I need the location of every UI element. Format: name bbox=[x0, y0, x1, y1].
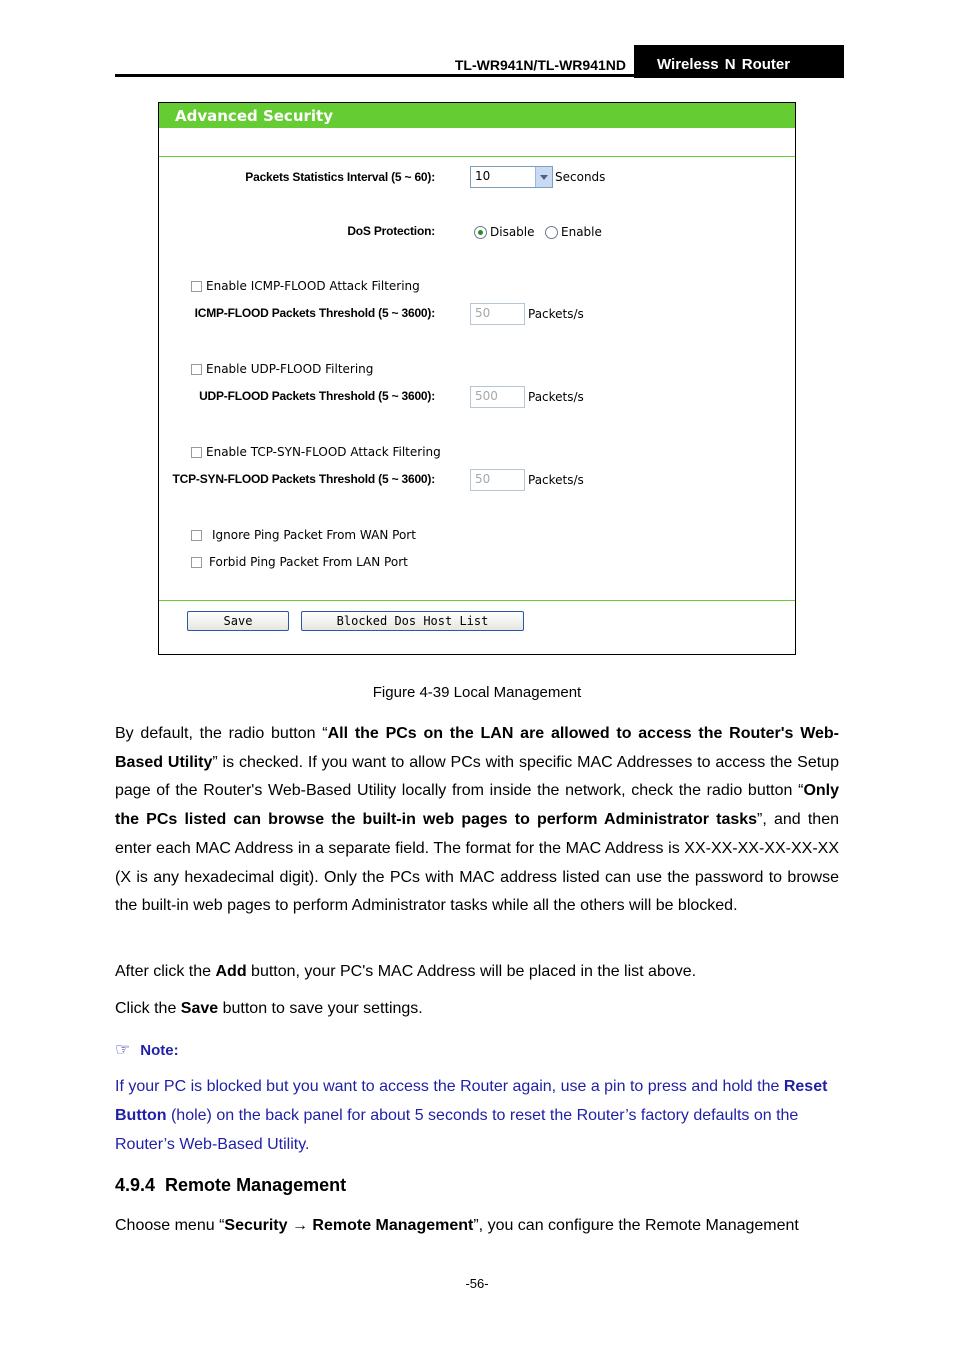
chevron-down-icon[interactable] bbox=[535, 167, 552, 187]
udp-threshold-unit: Packets/s bbox=[528, 390, 584, 404]
header-product: Wireless N Router bbox=[634, 45, 844, 78]
para2-text1: After click the bbox=[115, 963, 216, 980]
para3-text1: Click the bbox=[115, 1000, 181, 1017]
udp-enable-checkbox[interactable] bbox=[191, 364, 202, 375]
para2-text2: button, your PC's MAC Address will be placed in the list above. bbox=[246, 963, 697, 980]
interval-select[interactable] bbox=[470, 166, 553, 188]
tcp-enable-checkbox[interactable] bbox=[191, 447, 202, 458]
advanced-security-screenshot bbox=[158, 102, 796, 655]
para1-bold2: Only the PCs listed can browse the built-in web pages to perform Administrator tasks bbox=[115, 782, 839, 829]
save-button[interactable]: Save bbox=[187, 611, 289, 631]
dos-disable-label: Disable bbox=[490, 225, 535, 239]
arrow-icon: → bbox=[287, 1217, 313, 1234]
para1-text2: ” is checked. If you want to allow PCs with specific MAC Addresses to access the Setup page of the Router's Web-Based Utility locally from inside the network, check the radio button “ bbox=[115, 753, 839, 800]
icmp-threshold-label: ICMP-FLOOD Packets Threshold (5 ~ 3600): bbox=[194, 306, 435, 320]
save-paragraph bbox=[115, 995, 839, 1024]
para3-bold1: Save bbox=[180, 1000, 219, 1017]
default-radio-paragraph bbox=[115, 720, 839, 921]
remote-management-paragraph bbox=[115, 1212, 839, 1241]
udp-threshold-input[interactable]: 500 bbox=[470, 386, 525, 408]
para1-bold1: All the PCs on the LAN are allowed to access the Router's Web-Based Utility bbox=[115, 725, 840, 771]
udp-threshold-label: UDP-FLOOD Packets Threshold (5 ~ 3600): bbox=[199, 389, 435, 403]
interval-unit: Seconds bbox=[555, 170, 606, 184]
section-number: 4.9.4 bbox=[115, 1175, 156, 1195]
icmp-enable-label: Enable ICMP-FLOOD Attack Filtering bbox=[206, 279, 420, 293]
forbid-ping-checkbox[interactable] bbox=[191, 557, 202, 568]
dos-label: DoS Protection: bbox=[347, 224, 435, 238]
note-text2: (hole) on the back panel for about 5 seconds to reset the Router’s factory defaults on the Router’s Web-Based Utility. bbox=[115, 1107, 799, 1153]
para4-text2: ”, you can configure the Remote Management bbox=[473, 1217, 799, 1234]
header-model: TL-WR941N/TL-WR941ND bbox=[454, 57, 626, 73]
note-heading bbox=[115, 1040, 179, 1060]
bottom-divider bbox=[159, 600, 795, 601]
add-button-paragraph bbox=[115, 958, 839, 987]
dos-enable-radio[interactable] bbox=[545, 226, 558, 239]
para1-text3: ”, and then enter each MAC Address in a separate field. The format for the MAC Address is XX-XX-XX-XX-XX-XX (X is any hexadecimal digit). Only the PCs with MAC address listed can use the password to browse the built-in web pages to perform Administrator tasks while all the others will be blocked. bbox=[115, 811, 840, 915]
section-title: Remote Management bbox=[165, 1175, 347, 1195]
tcp-threshold-unit: Packets/s bbox=[528, 473, 584, 487]
para3-text2: button to save your settings. bbox=[218, 1000, 423, 1017]
icmp-threshold-input[interactable]: 50 bbox=[470, 303, 525, 325]
forbid-ping-label: Forbid Ping Packet From LAN Port bbox=[209, 555, 408, 569]
page-number: -56- bbox=[465, 1276, 489, 1291]
ignore-ping-label: Ignore Ping Packet From WAN Port bbox=[212, 528, 416, 542]
note-bold1: Reset Button bbox=[115, 1078, 828, 1124]
tcp-threshold-input[interactable]: 50 bbox=[470, 469, 525, 491]
tcp-threshold-label: TCP-SYN-FLOOD Packets Threshold (5 ~ 3600): bbox=[172, 472, 435, 486]
dos-disable-radio[interactable] bbox=[474, 226, 487, 239]
interval-value: 10 bbox=[475, 169, 491, 183]
para2-bold1: Add bbox=[215, 963, 247, 980]
panel-title: Advanced Security bbox=[159, 103, 795, 128]
para1-text1: By default, the radio button “ bbox=[115, 725, 328, 742]
note-label: Note: bbox=[140, 1042, 179, 1059]
note-text1: If your PC is blocked but you want to access the Router again, use a pin to press and hold the bbox=[115, 1078, 784, 1095]
interval-label: Packets Statistics Interval (5 ~ 60): bbox=[245, 170, 435, 184]
section-heading bbox=[115, 1175, 346, 1196]
icmp-threshold-unit: Packets/s bbox=[528, 307, 584, 321]
blocked-dos-host-list-button[interactable]: Blocked Dos Host List bbox=[301, 611, 524, 631]
header-rule bbox=[115, 74, 844, 77]
para4-bold2: Remote Management bbox=[312, 1217, 474, 1234]
para4-text1: Choose menu “ bbox=[115, 1217, 225, 1234]
pointing-hand-icon: ☞ bbox=[115, 1040, 131, 1059]
para4-bold1: Security bbox=[224, 1217, 288, 1234]
figure-caption: Figure 4-39 Local Management bbox=[372, 684, 582, 701]
note-paragraph bbox=[115, 1072, 839, 1159]
ignore-ping-checkbox[interactable] bbox=[191, 530, 202, 541]
icmp-enable-checkbox[interactable] bbox=[191, 281, 202, 292]
dos-enable-label: Enable bbox=[561, 225, 602, 239]
udp-enable-label: Enable UDP-FLOOD Filtering bbox=[206, 362, 374, 376]
top-divider bbox=[159, 156, 795, 157]
tcp-enable-label: Enable TCP-SYN-FLOOD Attack Filtering bbox=[206, 445, 441, 459]
